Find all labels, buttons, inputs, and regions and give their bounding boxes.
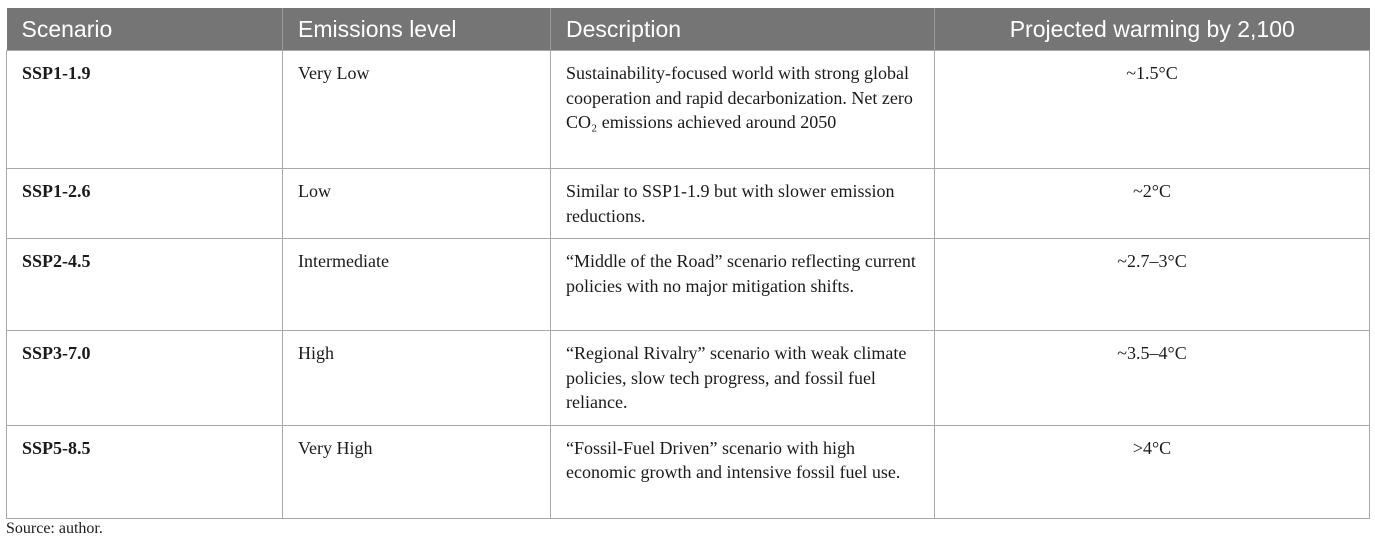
description-cell: Similar to SSP1-1.9 but with slower emission reductions.	[551, 169, 935, 239]
source-footnote: Source: author.	[6, 520, 103, 537]
header-scenario: Scenario	[7, 8, 283, 51]
scenario-cell: SSP5-8.5	[7, 425, 283, 518]
emissions-cell: Intermediate	[283, 239, 551, 331]
description-cell: “Regional Rivalry” scenario with weak climate policies, slow tech progress, and fossil fuel reliance.	[551, 331, 935, 426]
table-row	[7, 169, 1370, 239]
emissions-cell: Very Low	[283, 51, 551, 169]
header-emissions-level: Emissions level	[283, 8, 551, 51]
table-row	[7, 239, 1370, 331]
table-row	[7, 425, 1370, 518]
header-description: Description	[551, 8, 935, 51]
scenario-cell: SSP2-4.5	[7, 239, 283, 331]
scenario-table-container	[6, 8, 1369, 519]
table-row	[7, 331, 1370, 426]
warming-cell: ~3.5–4°C	[935, 331, 1370, 426]
warming-cell: ~2.7–3°C	[935, 239, 1370, 331]
table-row	[7, 51, 1370, 169]
description-cell: Sustainability-focused world with strong global cooperation and rapid decarbonization. Net zero CO₂ emissions achieved around 2050	[551, 51, 935, 169]
table-header-row	[7, 8, 1370, 51]
emissions-cell: Low	[283, 169, 551, 239]
emissions-cell: Very High	[283, 425, 551, 518]
description-cell: “Middle of the Road” scenario reflecting current policies with no major mitigation shifts.	[551, 239, 935, 331]
warming-cell: >4°C	[935, 425, 1370, 518]
scenario-cell: SSP3-7.0	[7, 331, 283, 426]
header-projected-warming: Projected warming by 2,100	[935, 8, 1370, 51]
warming-cell: ~2°C	[935, 169, 1370, 239]
scenario-table	[6, 8, 1370, 519]
warming-cell: ~1.5°C	[935, 51, 1370, 169]
scenario-cell: SSP1-2.6	[7, 169, 283, 239]
description-cell: “Fossil-Fuel Driven” scenario with high economic growth and intensive fossil fuel use.	[551, 425, 935, 518]
scenario-cell: SSP1-1.9	[7, 51, 283, 169]
emissions-cell: High	[283, 331, 551, 426]
